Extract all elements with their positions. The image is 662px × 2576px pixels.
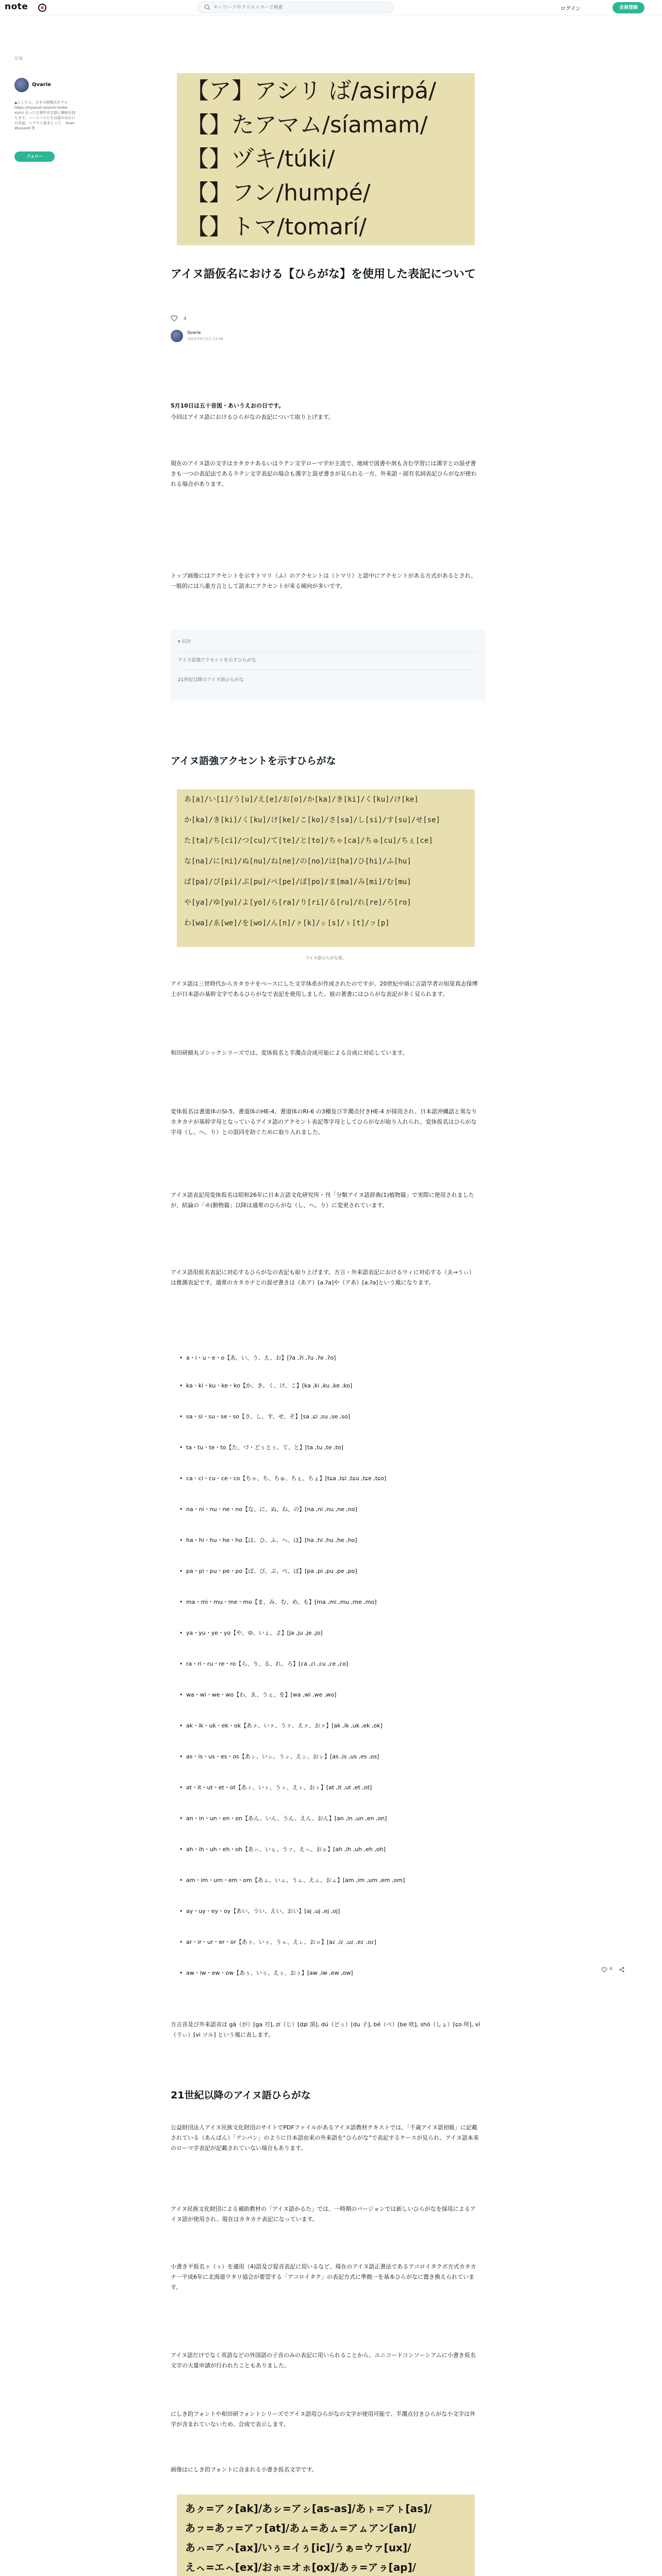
list-item: • an・in・un・en・on【あん、いん、うん、えん、おん】[an ,in ,un ,en ,on] [186,1814,475,1824]
paragraph: トップ画像にはアクセントを示すトマリ（ふ）のアクセントは（トマリ）と語中にアクセントがある方式があるとされ、一般的には八重方言として語末にアクセントが来る傾向が多いです。 [171,572,477,589]
follow-button[interactable]: フォロー [14,151,55,162]
banner-row: 【】ヅキ/túki/ [186,146,335,172]
top-bar [0,0,662,15]
small-kana-image [177,2495,475,2576]
list-item: • pa・pi・pu・pe・po【ぱ、ぴ、ぷ、ぺ、ぽ】[pa ,pi ,pu ,pe ,po] [186,1566,475,1577]
paragraph: 和田研細丸ゴシックシリーズでは、変体仮名と半濁点合成可能による合成に対応しています。 [171,1049,408,1056]
author-name[interactable]: Qvarie [187,330,201,335]
floating-actions [601,1966,632,1974]
kana-line: えㇸ=エㇸ[ex]/おㇹ=オㇹ[ox]/あㇻ=アㇻ[ap]/ [185,2561,416,2573]
table-row: わ[wa]/ゑ[we]/を[wo]/ん[n]/ㇰ[k]/ㇱ[s]/ㇳ[t]/ㇷ[p] [184,919,390,927]
list-item: • am・im・um・em・om【あㇺ、いㇺ、うㇺ、えㇺ、おㇺ】[am ,im ,um ,em ,om] [186,1875,475,1886]
list-item: • na・ni・nu・ne・no【な、に、ぬ、ね、の】[na ,ni ,nu ,ne ,no] [186,1504,475,1515]
header-image [177,73,475,245]
paragraph: アイヌ民族文化財団による補助教材の「アイヌ語かるた」では、一時期のバージョンでは新しいひらがなを採用によるアイヌ語が使用され、現在はカタカナ表記になっています。 [171,2206,476,2223]
search-box[interactable] [197,2,393,13]
list-item: • ra・ri・ru・re・ro【ら、り、る、れ、ろ】[ɾa ,ɾi ,ɾu ,ɾe ,ɾo] [186,1659,475,1669]
list-item: • ma・mi・mu・me・mo【ま、み、む、め、も】[ma ,mi ,mu ,me ,mo] [186,1597,475,1607]
note-logo[interactable]: note [5,2,28,12]
article-title: アイヌ語仮名における【ひらがな】を使用した表記について [171,268,476,281]
section-heading: 21世紀以降のアイヌ語ひらがな [171,2090,311,2101]
kana-line: あㇰ=アㇰ[ak]/あㇱ=アㇱ[as-as]/あㇳ=アㇳ[as]/ [185,2502,432,2515]
list-item: • wa・wi・we・wo【わ、ゑ、うぇ、を】[wa ,wi ,we ,wo] [186,1690,475,1700]
toc-item[interactable]: アイヌ語強アクセントを示すひらがな [178,658,256,663]
paragraph: 方言音及び外来語音は gá（が）[ga 刃], zí（じ）[dʑi 頂], dú（どぅ）[du 子], bé（べ）[be 吠], shó（しょ）[ɕo 所], ví（ゔぃ）[vi ソル] という風に表します。 [171,2021,480,2038]
table-row: な[na]/に[ni]/ぬ[nu]/ね[ne]/の[no]/は[ha]/ひ[hi]/ふ[hu] [184,857,411,866]
list-item: • ah・ih・uh・eh・oh【あㇵ、いㇶ、うㇷ、えㇸ、おㇹ】[ah ,ih ,uh ,eh ,oh] [186,1844,475,1855]
paragraph: アイヌ語は三世時代からカタカナをベースにした文字体系が作成されたのですが、20世紀中頃に言語学者の知里真志保博士が日本語の基幹文字であるひらがなで表記を使用しました。彼の著書にはひらがな表記が多く見られます。 [171,980,478,997]
paragraph: 公益財団法人アイヌ民族文化財団のサイトでPDFファイルがあるアイヌ語教材テキストでは、「千歳アイヌ語初級」に記載されている（あんぱん）「アンパン」のように日本語由来の外来語を“ひらがな”で表記するケースが見られ、アイヌ語本来のローマ字表記が記載されていない場合もあります。 [171,2124,479,2151]
paragraph: にしき的フォントや和田研フォントシリーズでアイヌ語用ひらがなの文字が使用可能で、半濁点付きひらがな小文字は外字が含まれていないため、合成で表示します。 [171,2411,476,2428]
paragraph: 画像はにしき的フォントに含まれる小書き仮名文字です。 [171,2466,318,2473]
sidebar-label: 記事 [14,56,23,61]
paragraph: アイヌ語表記用変体仮名は昭和26年に日本言語文化研究所・刊「分類アイヌ語辞典(1)植物篇」で実際に使用されましたが、結論の「ヰ(動物篇」以降は通常のひらがな（し、へ、り）に変更されています。 [171,1192,474,1209]
kana-line: あㇵ=アㇵ[ax]/いぅ=イぅ[ic]/うぁ=ウァ[ux]/ [185,2541,411,2554]
heart-icon[interactable] [171,315,178,321]
heart-icon[interactable] [601,1967,607,1973]
like-row [171,315,187,321]
creator-name[interactable]: Qvarie [32,82,51,88]
list-item: • as・is・us・es・os【あㇱ、いㇱ、うㇱ、えㇱ、おㇱ】[as ,is ,us ,es ,os] [186,1752,475,1762]
hiragana-table-image [177,789,475,947]
list-item: • ka・ki・ku・ke・ko【か、き、く、け、こ】[ka ,ki ,ku ,ke ,ko] [186,1381,475,1391]
table-row: ぱ[pa]/ぴ[pi]/ぷ[pu]/ぺ[pe]/ぽ[po]/ま[ma]/み[mi]/む[mu] [184,878,411,886]
list-item: • a・i・u・e・o【あ、い、う、え、お】[ʔa ,ʔi ,ʔu ,ʔe ,ʔo] [186,1353,475,1363]
register-button[interactable]: 会員登録 [613,2,644,13]
paragraph: 小書き平仮名ㇰ（ぅ）を適用（4)語及び促音表記に用いるなど、現在のアイヌ語正書法であるアコロイタクポ方式カタカナ一平成6年に北海道ウタリ協会が要望する「アコロイタク」の表記方式に準拠一を基本ひらがなに置き換えられています。 [171,2263,476,2291]
list-item: • ca・ci・cu・ce・co【ちゃ、ち、ちゅ、ちぇ、ちょ】[tɕa ,tɕi ,tɕu ,tɕe ,tɕo] [186,1473,475,1484]
kana-line: あㇷ=あㇷ=アㇷ[at]/あㇺ=あㇺ=アㇺアン[an]/ [185,2522,417,2534]
list-item: • sa・si・su・se・so【さ、し、す、せ、そ】[sa ,ɕi ,su ,se ,so] [186,1412,475,1422]
list-item: • ak・ik・uk・ek・ok【あㇰ、いㇰ、うㇰ、えㇰ、おㇰ】[ak ,ik ,uk ,ek ,ok] [186,1721,475,1731]
like-count: 4 [609,1967,613,1972]
creator-sidebar [14,56,81,159]
banner-row: 【ア】アシリ ば/asirpá/ [186,78,436,104]
list-item: • ta・tu・te・to【た、づ・どぅとぅ、て、と】[ta ,tu ,te ,to] [186,1443,475,1453]
author-avatar[interactable] [171,330,183,342]
banner-row: 【】フン/humpé/ [186,180,371,206]
table-row: か[ka]/き[ki]/く[ku]/け[ke]/こ[ko]/さ[sa]/し[si]/す[su]/せ[se] [184,816,440,824]
intro-line: 5月10日は五十音図・あいうえおの日です。 [171,402,285,409]
table-of-contents [171,630,485,701]
paragraph: 現在のアイヌ語の文字はカタカナあるいはラテン文字ローマ字が主流で、地域で図書や剤も含む学習には漢字との混ぜ書きも一つの表記法であるラテン文字表記の場合も漢字と混ぜ書きが見られる一方、外来語・固有名詞表記ひらがなが使われる場合があります。 [171,460,477,487]
divider [178,651,478,652]
toc-item[interactable]: 21世紀以降のアイヌ語ひらがな [178,677,244,683]
avatar[interactable] [14,78,29,92]
search-icon [204,4,210,10]
list-item: • ya・yu・ye・yo【や、ゆ、いぇ、よ】[ja ,ju ,je ,jo] [186,1628,475,1638]
list-item: • ha・hi・hu・he・ho【は、ひ、ふ、へ、ほ】[ha ,hi ,hu ,he ,ho] [186,1535,475,1546]
search-input[interactable] [213,3,384,12]
logo-badge-icon [38,4,46,12]
login-link[interactable]: ログイン [560,6,581,12]
image-caption: アイヌ語ひらがな表。 [305,956,346,960]
section-heading: アイヌ語強アクセントを示すひらがな [171,755,336,767]
toc-heading[interactable]: ▾ 目次 [178,639,191,645]
intro-line: 今回はアイヌ語におけるひらがなの表記について取り上げます。 [171,414,334,420]
share-icon[interactable] [619,1967,625,1973]
table-row: あ[a]/い[i]/う[u]/え[e]/お[o]/か[ka]/き[ki]/く[ku]/け[ke] [184,795,419,804]
paragraph: アイヌ語だけでなく英語などの外国語の子音のみの表記に用いられることから、ユニコードコンソーシアムに小書き仮名文字の大量申請が行われたこともありました。 [171,2352,476,2369]
table-row: や[ya]/ゆ[yu]/よ[yo]/ら[ra]/り[ri]/る[ru]/れ[re]/ろ[ro] [184,899,411,907]
table-row: た[ta]/ち[ci]/つ[cu]/て[te]/と[to]/ちゃ[ca]/ちゅ[cu]/ちぇ[ce] [184,837,433,845]
publish-date: 2022年6月2日 12:44 [187,337,224,341]
list-item: • ay・uy・ey・oy【あい、うい、えい、おい】[aj ,uj ,ej ,oj] [186,1906,475,1917]
list-item: • at・it・ut・et・ot【あㇳ、いㇳ、うㇳ、えㇳ、おㇳ】[at ,it ,ut ,et ,ot] [186,1783,475,1793]
paragraph: 変体仮名は書道体のSI-5、書道体のHE-4、書道体のRI-6 の3種及び半濁点付きHE-4 が採用され、日本語沖縄語と異なりカタカナが基幹字母となっているアイヌ語のアクセント表記等字母としてひらがなが取り入れられ、変体仮名はひらがな字母（し、へ、り）との混同を防ぐために取り入れました。 [171,1108,477,1136]
list-item: • ar・ir・ur・er・or【あㇻ、いㇼ、うㇽ、えㇾ、おㇿ】[aɾ ,iɾ ,uɾ ,eɾ ,oɾ] [186,1937,475,1947]
banner-row: 【】トマ/tomarí/ [186,214,367,240]
paragraph: アイヌ語用仮名表記に対応するひらがなの表記も取り上げます。方言・外来語表記におけるウィに対応する（ゑ→うぃ）は推測表記です。通常のカタカナとの混ぜ書きは（あア）[a.ʔa]や（アあ）[a.ʔa]という風になります。 [171,1269,475,1286]
creator-bio: ▲としたら、古手の時期式字クエ https://myaooil-asiavm-reoke-xy(n) 去ったな事件名字語に興味を持ちます。ハーツパラにちは語のほかに日本語、ヘブライ語まとって、 Kuan Wysuard 等 [14,100,76,130]
author-info[interactable] [171,329,325,344]
like-count: 4 [183,316,187,321]
list-item: • aw・iw・ew・ow【あぅ、いぅ、えぅ、おぅ】[aw ,iw ,ew ,ow] [186,1968,475,1978]
banner-row: 【】たアマム/síamam/ [186,112,428,138]
